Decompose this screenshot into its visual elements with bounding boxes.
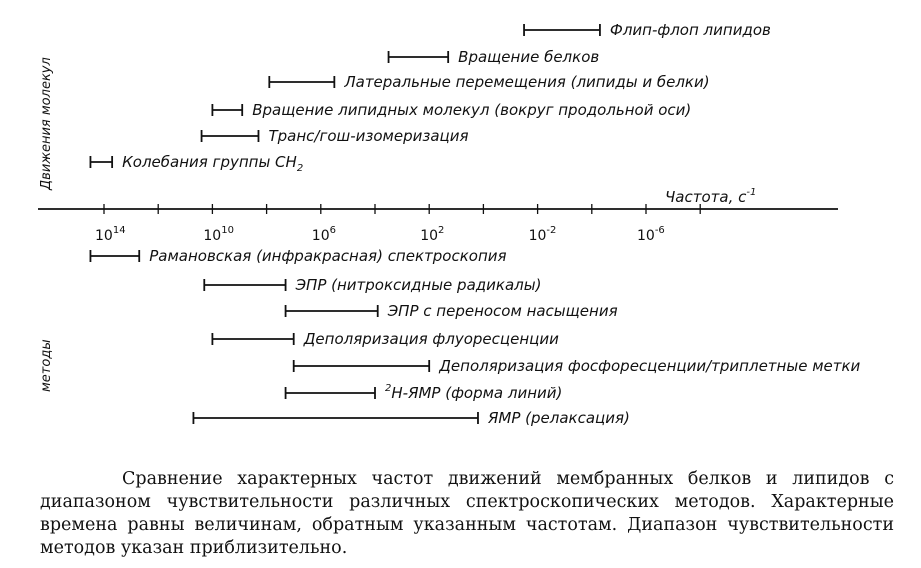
range-label: Деполяризация флуоресценции	[303, 330, 559, 348]
tick-label: $10^{-6}$	[637, 225, 665, 244]
range-label: Деполяризация фосфоресценции/триплетные метки	[439, 357, 861, 375]
range-bar	[202, 127, 469, 145]
range-bar	[90, 247, 506, 265]
motion-ranges	[90, 21, 771, 174]
axis-title: Частота, $с^{-1}$	[665, 187, 757, 206]
tick-label: $10^{-2}$	[528, 225, 557, 244]
range-label: Колебания группы $СН_2$	[122, 153, 304, 174]
tick-label: $10^{14}$	[95, 225, 126, 244]
range-bar	[204, 276, 541, 294]
range-label: $^2$Н-ЯМР (форма линий)	[385, 383, 563, 402]
tick-label: $10^2$	[420, 225, 445, 244]
range-bar	[286, 302, 618, 320]
range-bar	[389, 48, 600, 66]
range-bar	[294, 357, 861, 375]
range-label: Флип-флоп липидов	[609, 21, 771, 39]
range-label: ЯМР (релаксация)	[487, 409, 630, 427]
range-label: Вращение липидных молекул (вокруг продольной оси)	[252, 101, 692, 119]
range-bar	[269, 73, 709, 91]
figure-caption: Сравнение характерных частот движений мембранных белков и липидов с диапазоном чувствительности различных спектроскопических методов. Характерные времена равны величинам, обратным указанным частотам. Диапазон чувствительности методов указан приблизительно.	[40, 468, 894, 558]
range-label: ЭПР (нитроксидные радикалы)	[295, 276, 542, 294]
range-label: Транс/гош-изомеризация	[268, 127, 469, 145]
range-label: Латеральные перемещения (липиды и белки)	[344, 73, 710, 91]
range-bar	[286, 383, 563, 402]
tick-label: $10^6$	[311, 225, 337, 244]
method-ranges	[90, 247, 860, 427]
side-label-methods: методы	[39, 339, 54, 392]
side-label-motions: Движения молекул	[39, 57, 54, 190]
frequency-axis	[38, 187, 838, 244]
range-label: Рамановская (инфракрасная) спектроскопия	[149, 247, 507, 265]
range-bar	[212, 101, 691, 119]
range-label: ЭПР с переносом насыщения	[387, 302, 618, 320]
range-bar	[90, 153, 303, 174]
range-bar	[212, 330, 559, 348]
range-bar	[524, 21, 771, 39]
tick-label: $10^{10}$	[203, 225, 234, 244]
range-label: Вращение белков	[458, 48, 600, 66]
range-bar	[193, 409, 629, 427]
